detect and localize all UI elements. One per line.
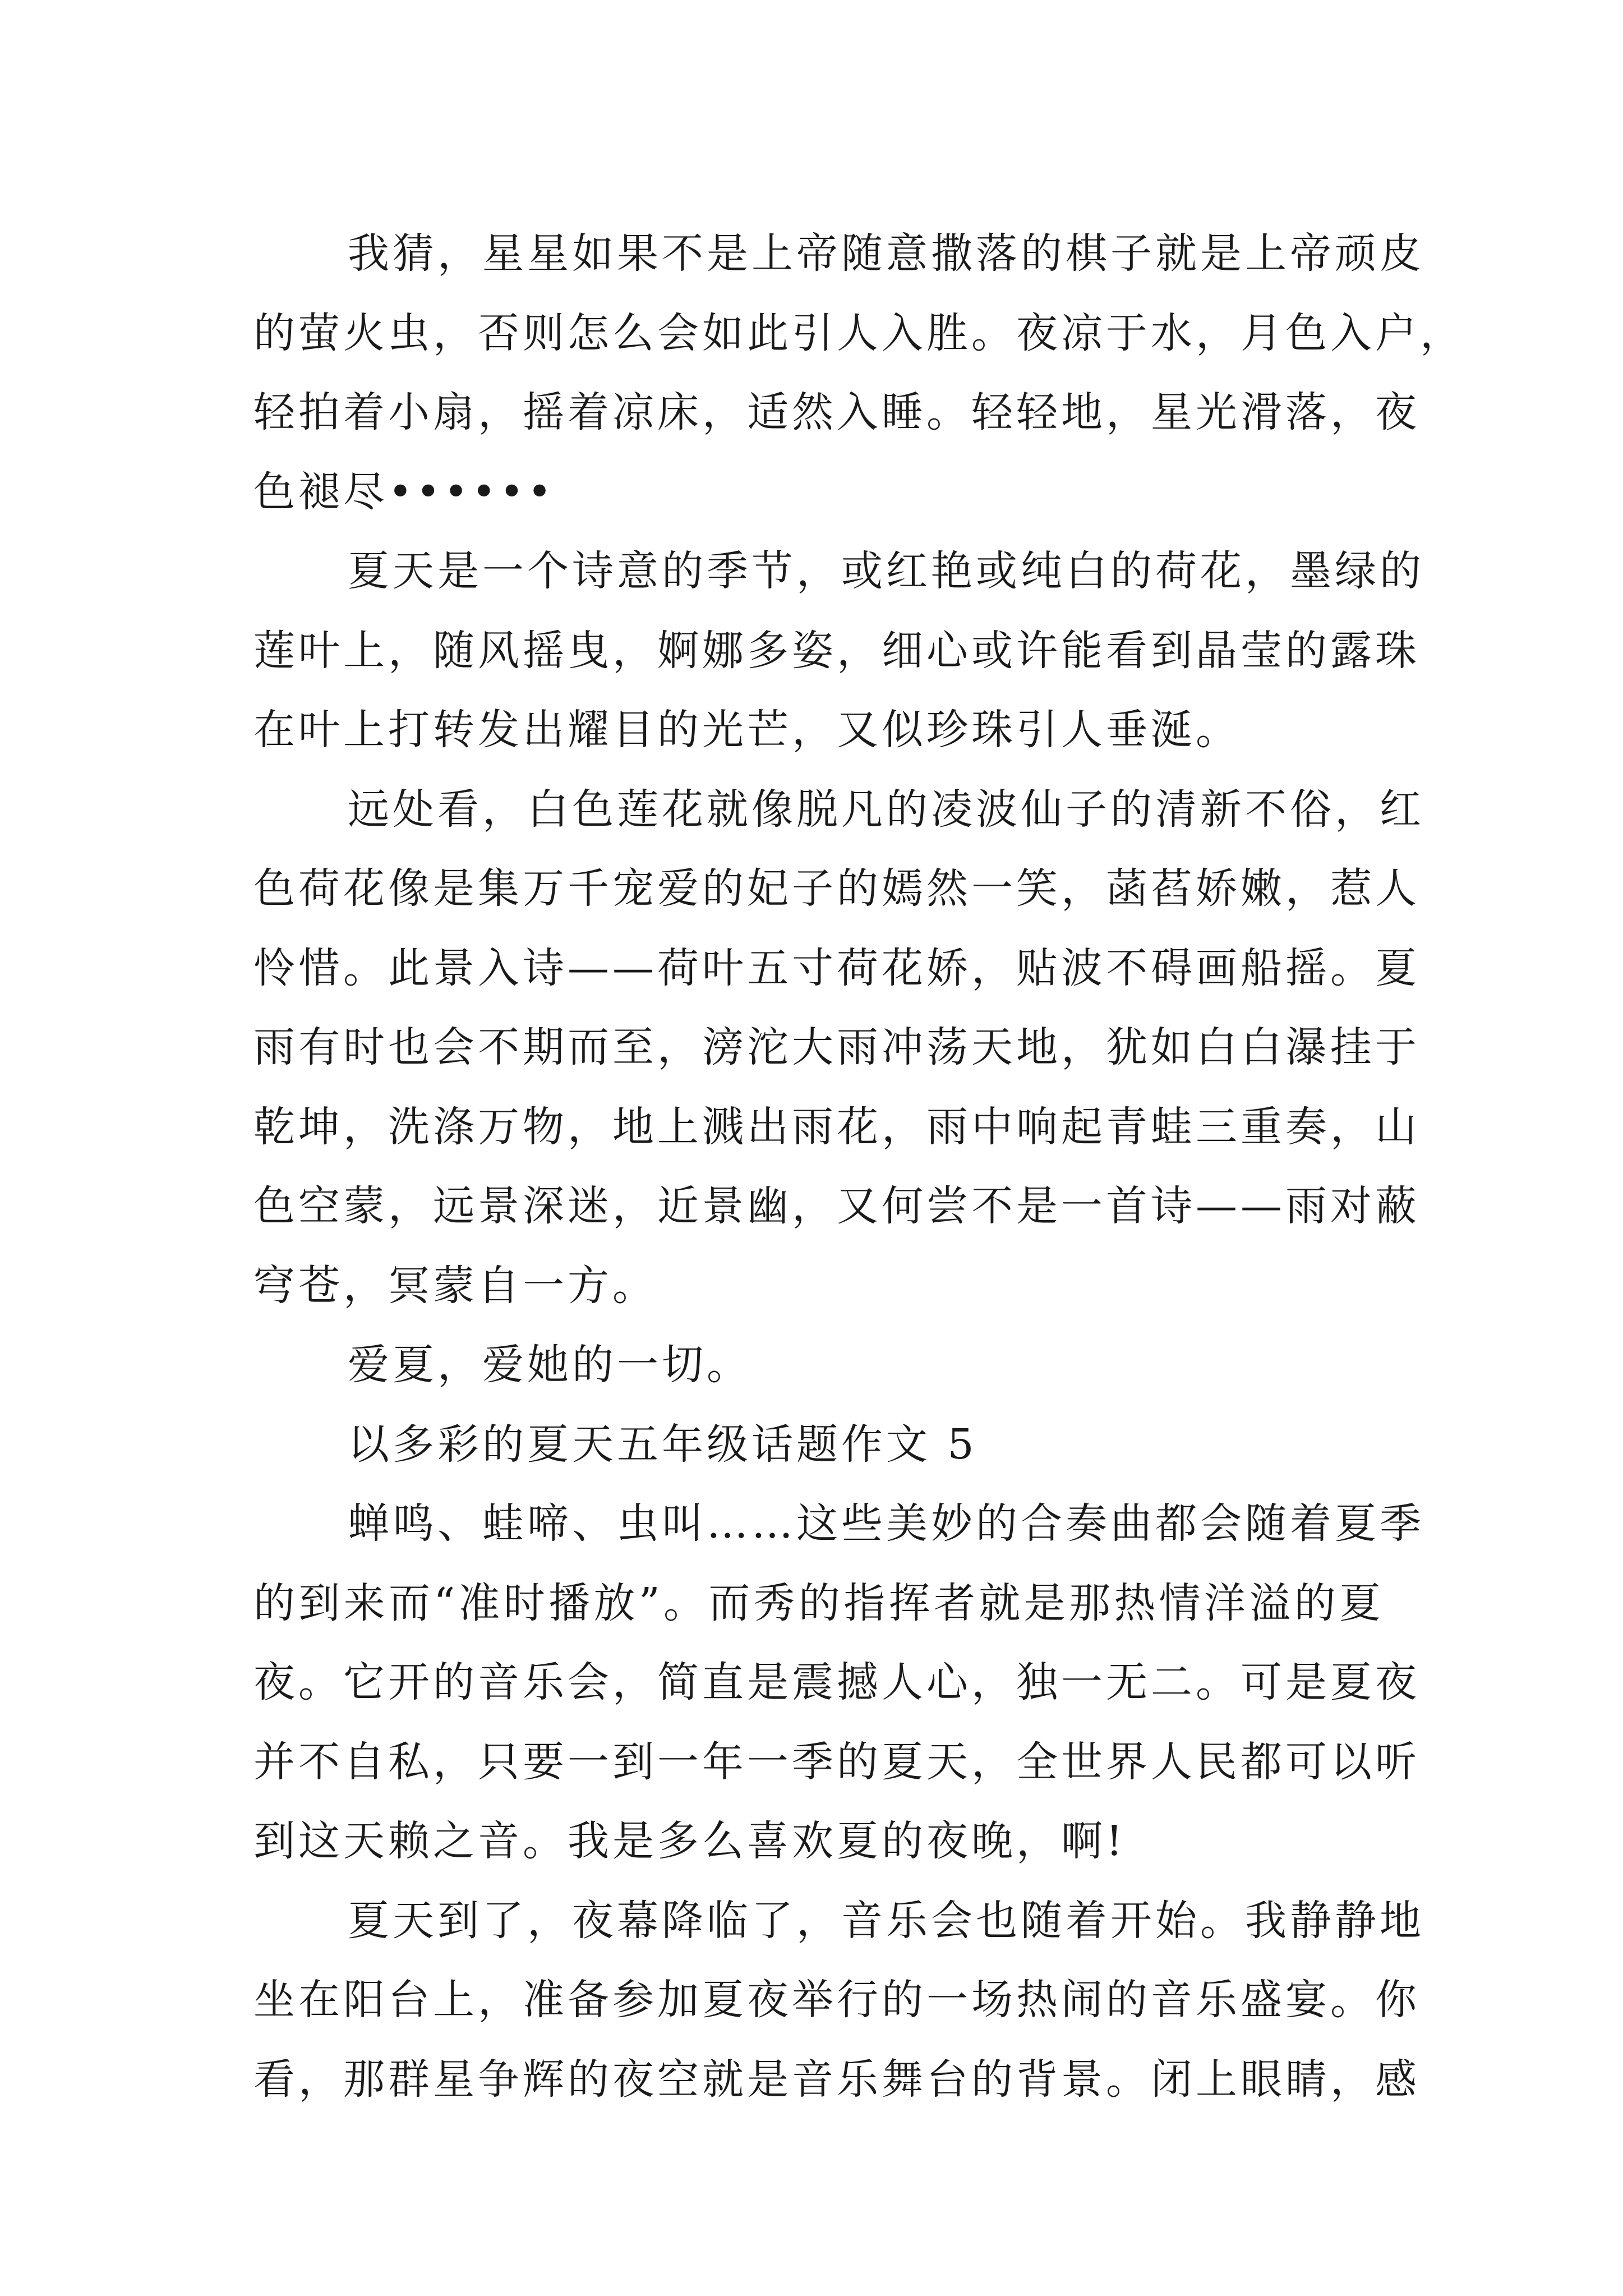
paragraph-distance bbox=[253, 770, 1424, 1326]
text-line: 的萤火虫，否则怎么会如此引人入胜。夜凉于水，月色入户， bbox=[253, 309, 1465, 357]
text-line: 色空蒙，远景深迷，近景幽，又何尝不是一首诗——雨对蔽 bbox=[253, 1182, 1420, 1230]
text-line: 并不自私，只要一到一年一季的夏天，全世界人民都可以听 bbox=[253, 1737, 1420, 1786]
text-line: 莲叶上，随风摇曳，婀娜多姿，细心或许能看到晶莹的露珠 bbox=[253, 626, 1420, 675]
paragraph-love-summer bbox=[253, 1326, 1384, 1405]
text-line: 夏天是一个诗意的季节，或红艳或纯白的荷花，墨绿的 bbox=[348, 547, 1424, 595]
text-line: 夏天到了，夜幕降临了，音乐会也随着开始。我静静地 bbox=[348, 1896, 1424, 1945]
essay-heading bbox=[253, 1405, 1384, 1485]
text-line: 看，那群星争辉的夜空就是音乐舞台的背景。闭上眼睛，感 bbox=[253, 2055, 1420, 2104]
text-line: 远处看，白色莲花就像脱凡的凌波仙子的清新不俗，红 bbox=[348, 785, 1424, 834]
text-line: 色褪尽•••••• bbox=[253, 467, 555, 516]
paragraph-concert bbox=[253, 1484, 1424, 1881]
paragraph-stars bbox=[253, 214, 1465, 532]
text-line: 的到来而“准时播放”。而秀的指挥者就是那热情洋溢的夏 bbox=[253, 1579, 1384, 1627]
paragraph-night bbox=[253, 1881, 1424, 2120]
text-line: 乾坤，洗涤万物，地上溅出雨花，雨中响起青蛙三重奏，山 bbox=[253, 1102, 1420, 1151]
text-line: 爱夏，爱她的一切。 bbox=[348, 1341, 751, 1389]
text-line: 坐在阳台上，准备参加夏夜举行的一场热闹的音乐盛宴。你 bbox=[253, 1976, 1420, 2024]
text-line: 怜惜。此景入诗——荷叶五寸荷花娇，贴波不碍画船摇。夏 bbox=[253, 944, 1420, 992]
text-line: 穹苍，冥蒙自一方。 bbox=[253, 1261, 657, 1310]
text-line: 夜。它开的音乐会，简直是震撼人心，独一无二。可是夏夜 bbox=[253, 1658, 1420, 1706]
text-line: 到这天赖之音。我是多么喜欢夏的夜晚，啊! bbox=[253, 1817, 1126, 1865]
text-line: 蝉鸣、蛙啼、虫叫……这些美妙的合奏曲都会随着夏季 bbox=[348, 1499, 1424, 1548]
essay-title: 以多彩的夏天五年级话题作文 5 bbox=[348, 1420, 978, 1469]
text-line: 轻拍着小扇，摇着凉床，适然入睡。轻轻地，星光滑落，夜 bbox=[253, 388, 1420, 436]
body-text bbox=[253, 214, 1465, 2119]
text-line: 色荷花像是集万千宠爱的妃子的嫣然一笑，菡萏娇嫩，惹人 bbox=[253, 864, 1420, 913]
text-line: 雨有时也会不期而至，滂沱大雨冲荡天地，犹如白白瀑挂于 bbox=[253, 1023, 1420, 1071]
text-line: 我猜，星星如果不是上帝随意撒落的棋子就是上帝顽皮 bbox=[348, 229, 1424, 278]
paragraph-lotus bbox=[253, 532, 1424, 770]
text-line: 在叶上打转发出耀目的光芒，又似珍珠引人垂涎。 bbox=[253, 706, 1241, 754]
